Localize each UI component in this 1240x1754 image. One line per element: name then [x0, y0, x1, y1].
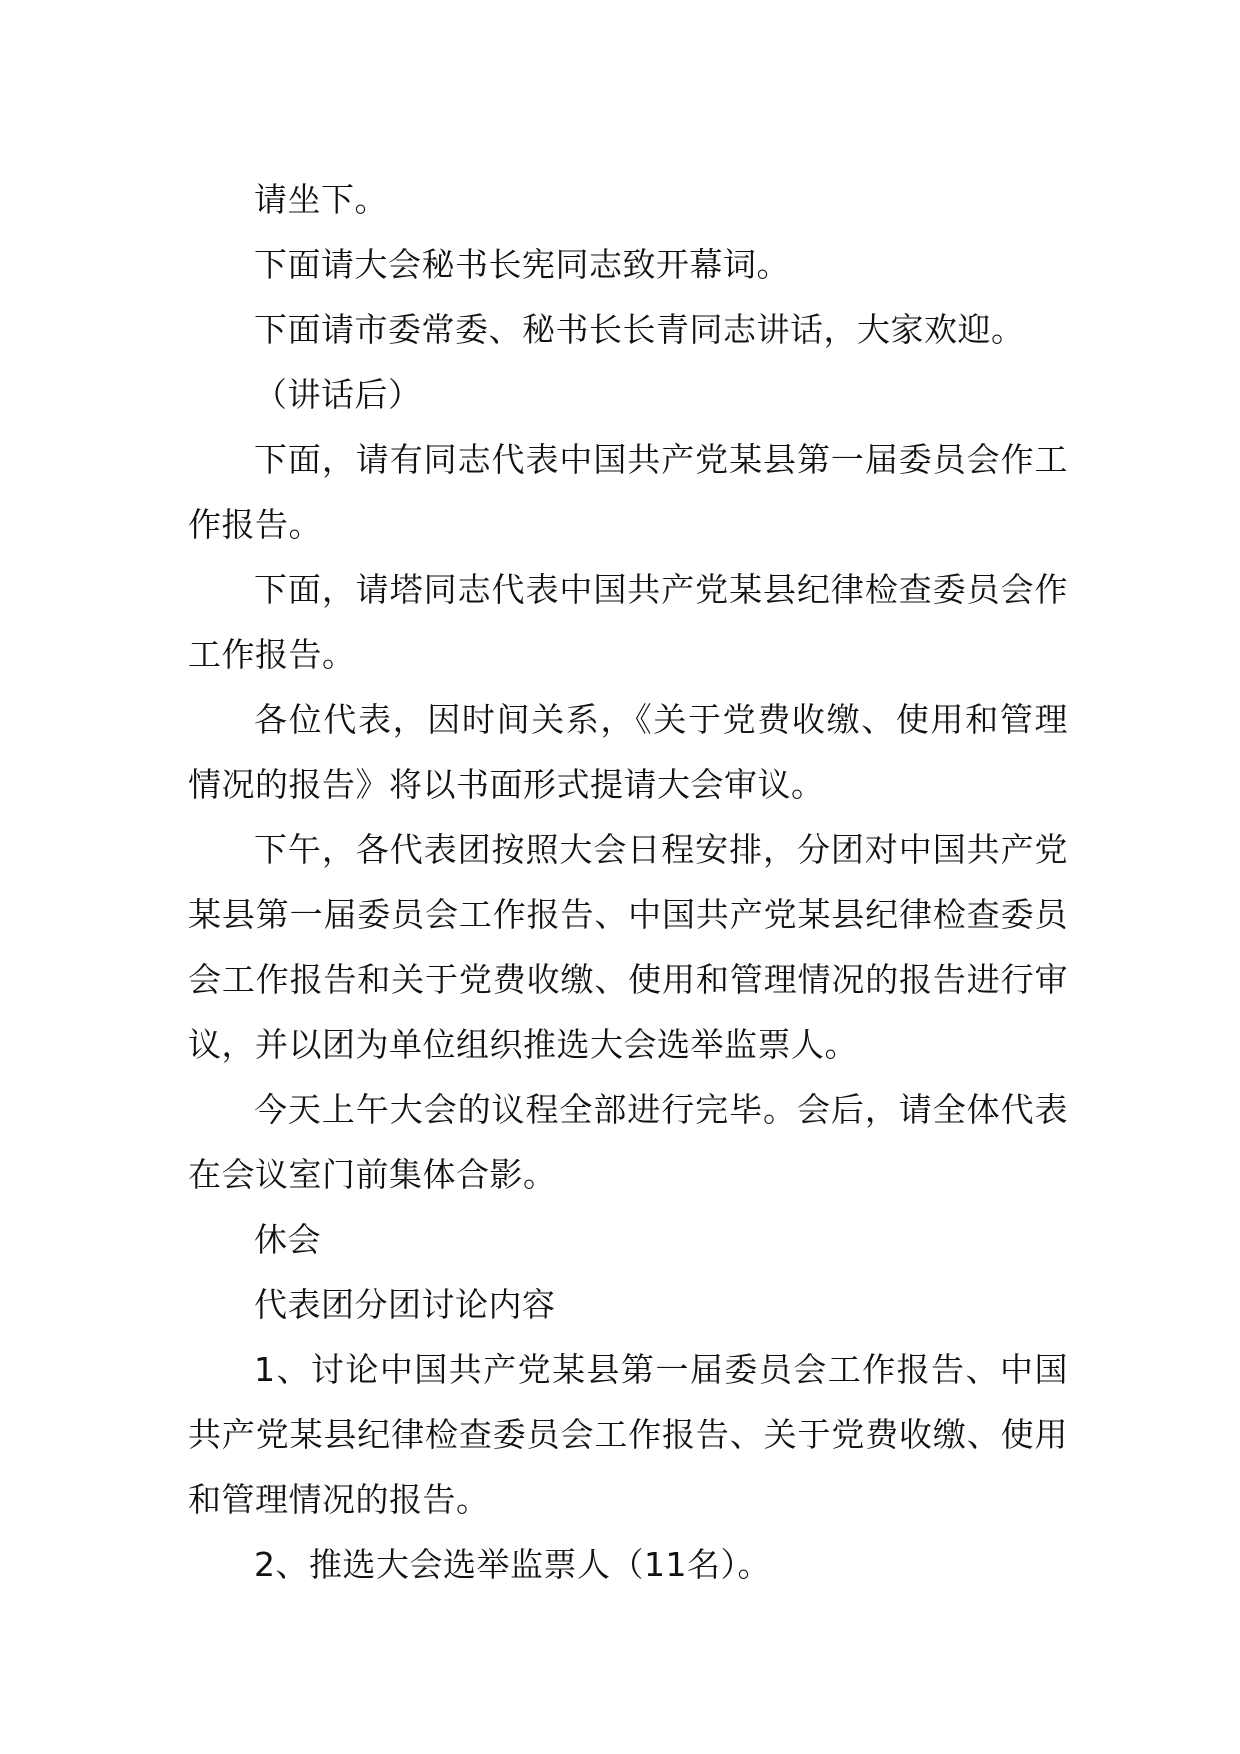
paragraph-secretary-speech: 下面请市委常委、秘书长长青同志讲话，大家欢迎。: [254, 310, 1025, 349]
paragraph-discussion-item-2: 2、推选大会选举监票人（11名）。: [254, 1545, 771, 1584]
paragraph-opening-speech: 下面请大会秘书长宪同志致开幕词。: [254, 245, 790, 284]
paragraph-after-speech: （讲话后）: [254, 375, 422, 414]
paragraph-discipline-report: 下面，请塔同志代表中国共产党某县纪律检查委员会作工作报告。: [188, 570, 1068, 674]
paragraph-please-sit: 请坐下。: [254, 180, 388, 219]
document-body: [188, 167, 1068, 1597]
paragraph-agenda-complete: 今天上午大会的议程全部进行完毕。会后，请全体代表在会议室门前集体合影。: [188, 1090, 1068, 1194]
paragraph-discussion-item-1: 1、讨论中国共产党某县第一届委员会工作报告、中国共产党某县纪律检查委员会工作报告、关于党费收缴、使用和管理情况的报告。: [188, 1350, 1068, 1519]
paragraph-discussion-heading: 代表团分团讨论内容: [254, 1285, 556, 1324]
paragraph-adjourn: 休会: [254, 1220, 321, 1259]
paragraph-afternoon-review: 下午，各代表团按照大会日程安排，分团对中国共产党某县第一届委员会工作报告、中国共产党某县纪律检查委员会工作报告和关于党费收缴、使用和管理情况的报告进行审议，并以团为单位组织推选大会选举监票人。: [188, 830, 1068, 1064]
paragraph-committee-report: 下面，请有同志代表中国共产党某县第一届委员会作工作报告。: [188, 440, 1068, 544]
paragraph-written-report: 各位代表，因时间关系，《关于党费收缴、使用和管理情况的报告》将以书面形式提请大会审议。: [188, 700, 1068, 804]
